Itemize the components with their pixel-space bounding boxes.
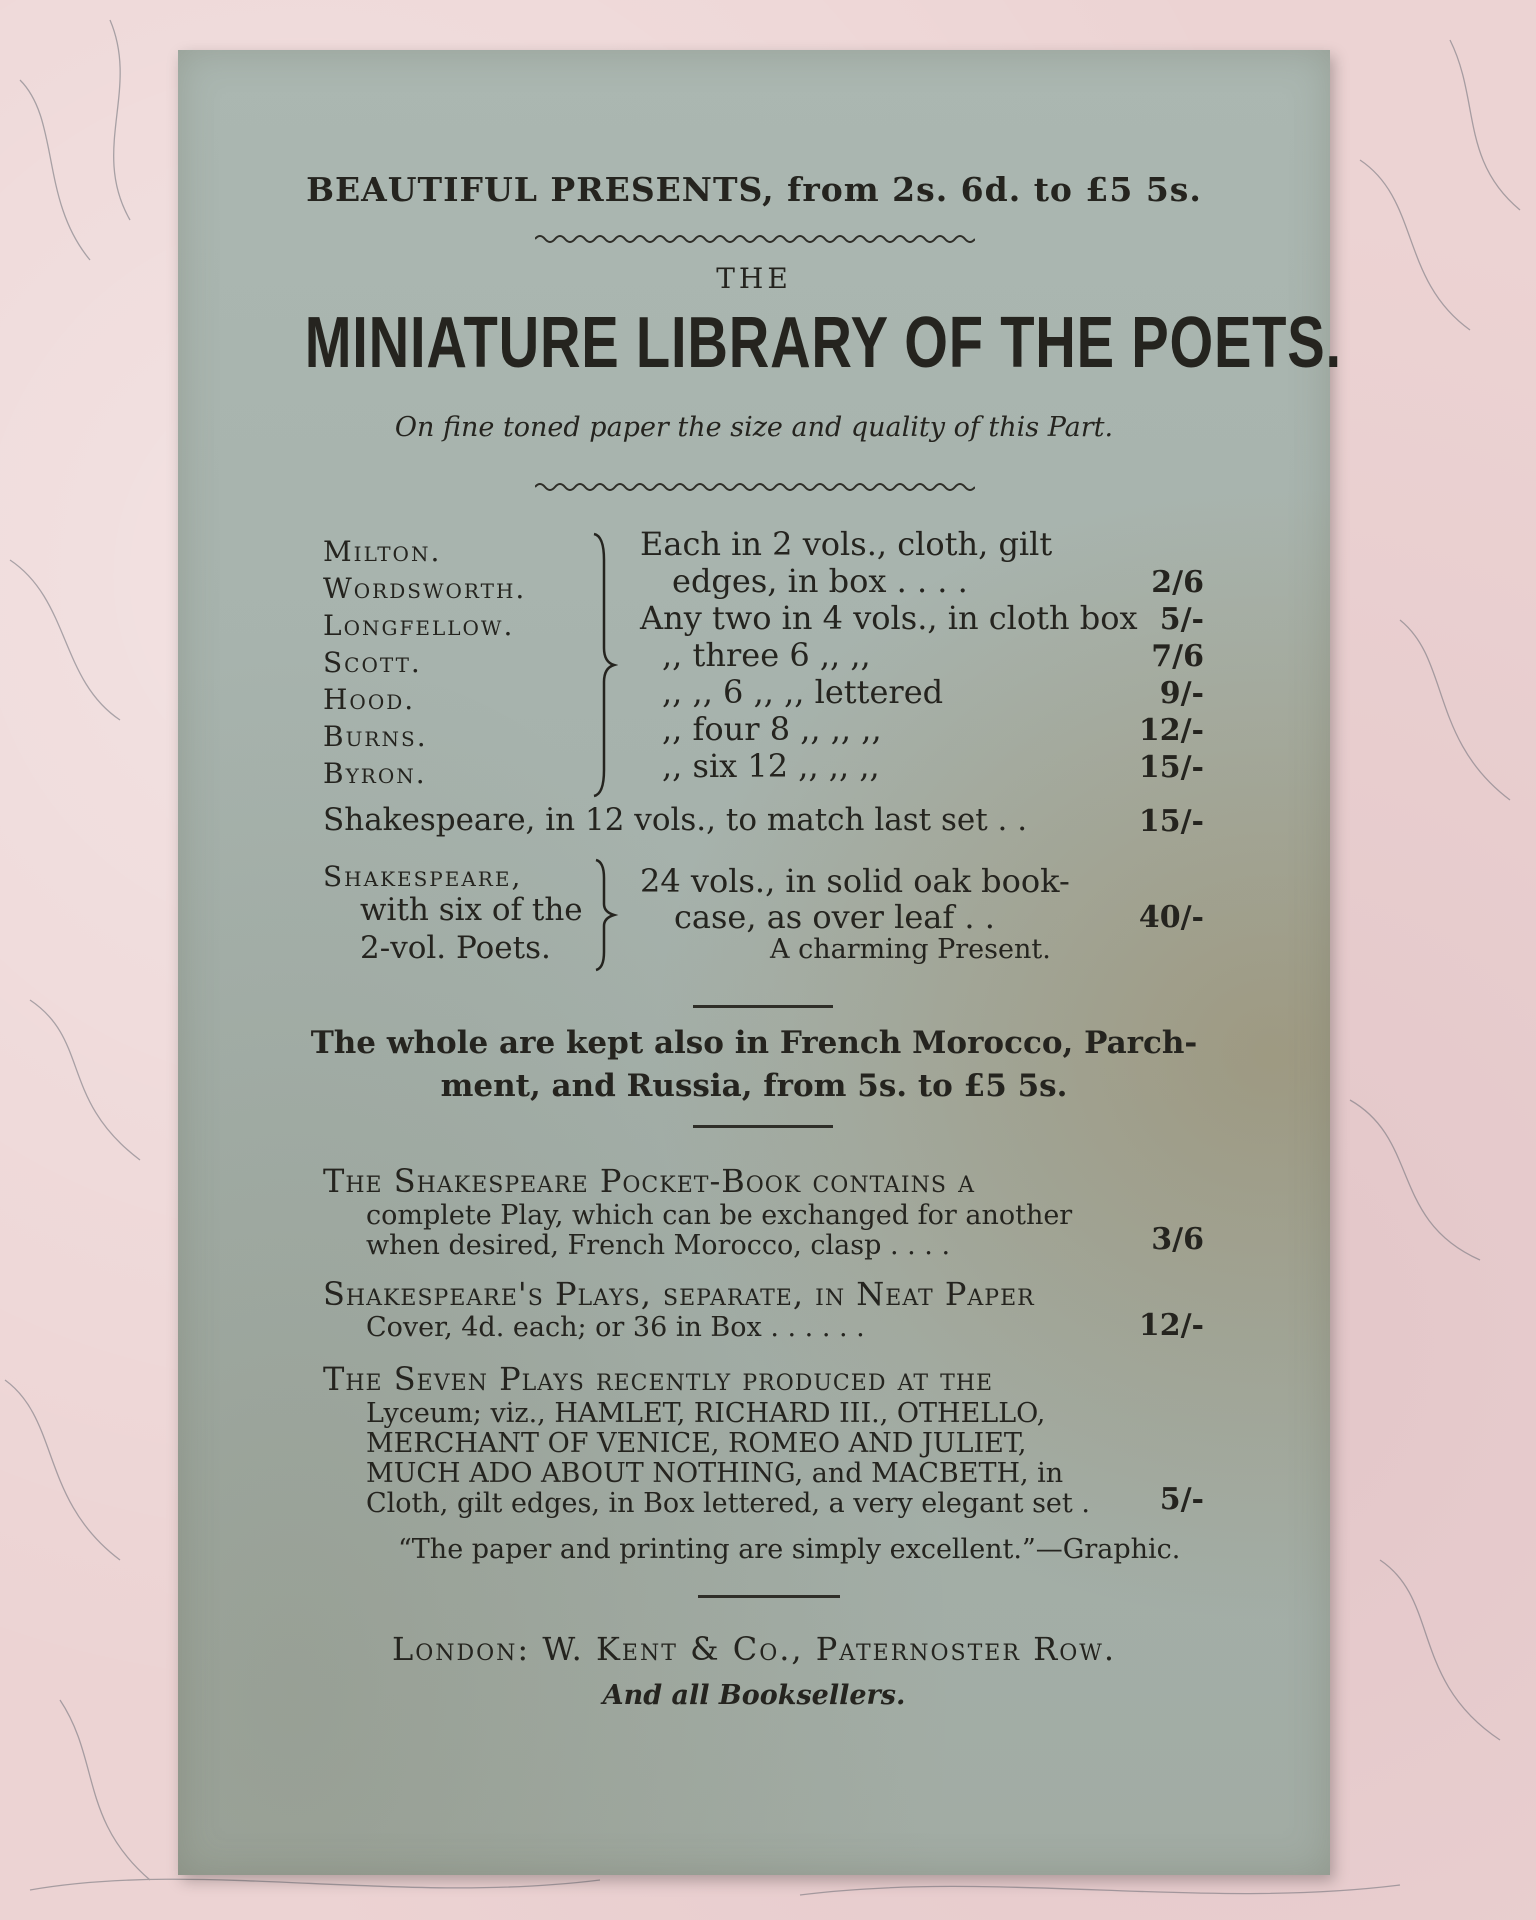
advertisement-card xyxy=(178,50,1342,1875)
divider-rule xyxy=(698,1595,840,1598)
set-description: Any two in 4 vols., in cloth box xyxy=(640,599,1138,637)
price: 15/- xyxy=(1138,750,1204,785)
shakespeare-set-line: Shakespeare, in 12 vols., to match last set . . xyxy=(323,802,1028,838)
set-description: ,, ,, 6 ,, ,, lettered xyxy=(662,673,944,711)
price: 12/- xyxy=(1138,713,1204,748)
divider-rule xyxy=(693,1005,833,1008)
seven-plays-line: Cloth, gilt edges, in Box lettered, a very elegant set . xyxy=(366,1488,1090,1519)
bookcase-right-line: case, as over leaf . . xyxy=(674,898,995,936)
plays-line: Cover, 4d. each; or 36 in Box . . . . . . xyxy=(366,1312,865,1343)
poet-name: Byron. xyxy=(323,757,427,790)
set-description: ,, three 6 ,, ,, xyxy=(662,636,871,674)
pocket-book-line: complete Play, which can be exchanged for another xyxy=(366,1200,1073,1231)
divider-rule xyxy=(693,1125,833,1128)
plays-line: Shakespeare's Plays, separate, in Neat Paper xyxy=(323,1275,1035,1313)
bindings-line: The whole are kept also in French Morocco, Parch- xyxy=(310,1025,1198,1061)
price: 5/- xyxy=(1159,602,1204,637)
price: 12/- xyxy=(1138,1308,1204,1343)
page-title: MINIATURE LIBRARY OF THE POETS. xyxy=(304,303,1342,383)
price: 2/6 xyxy=(1151,565,1204,600)
curly-brace-icon xyxy=(590,856,620,974)
poet-name: Scott. xyxy=(323,646,422,679)
bookcase-right-line: 24 vols., in solid oak book- xyxy=(640,862,1070,900)
price: 5/- xyxy=(1159,1482,1204,1517)
press-quote: “The paper and printing are simply excellent.”—Graphic. xyxy=(398,1534,1181,1565)
curly-brace-icon xyxy=(588,530,618,800)
the-label: THE xyxy=(716,262,792,295)
presents-heading: BEAUTIFUL PRESENTS, from 2s. 6d. to £5 5s. xyxy=(306,170,1202,209)
bookcase-left-line: with six of the xyxy=(360,892,583,928)
bindings-line: ment, and Russia, from 5s. to £5 5s. xyxy=(440,1068,1068,1104)
bookcase-note: A charming Present. xyxy=(770,934,1051,965)
pocket-book-line: when desired, French Morocco, clasp . . . . xyxy=(366,1230,951,1261)
set-description: ,, six 12 ,, ,, ,, xyxy=(662,747,880,785)
set-description: Each in 2 vols., cloth, gilt xyxy=(640,525,1053,563)
wavy-divider-top xyxy=(535,232,975,246)
seven-plays-line: MUCH ADO ABOUT NOTHING, and MACBETH, in xyxy=(366,1458,1064,1489)
poet-name: Burns. xyxy=(323,720,428,753)
seven-plays-line: MERCHANT OF VENICE, ROMEO AND JULIET, xyxy=(366,1428,1027,1459)
price: 9/- xyxy=(1159,676,1204,711)
seven-plays-line: The Seven Plays recently produced at the xyxy=(323,1360,994,1398)
set-description: edges, in box . . . . xyxy=(672,562,968,600)
poet-name: Longfellow. xyxy=(323,609,515,642)
wavy-divider-bottom xyxy=(535,480,975,494)
seven-plays-line: Lyceum; viz., HAMLET, RICHARD III., OTHELLO, xyxy=(366,1398,1046,1429)
price: 15/- xyxy=(1138,804,1204,839)
booksellers-line: And all Booksellers. xyxy=(602,1680,906,1711)
price: 40/- xyxy=(1138,900,1204,935)
subtitle: On fine toned paper the size and quality of this Part. xyxy=(394,412,1114,443)
price: 7/6 xyxy=(1151,639,1204,674)
publisher-imprint: London: W. Kent & Co., Paternoster Row. xyxy=(391,1630,1117,1668)
bookcase-left-line: Shakespeare, xyxy=(323,860,523,893)
poet-name: Milton. xyxy=(323,535,442,568)
price: 3/6 xyxy=(1151,1222,1204,1257)
poet-name: Wordsworth. xyxy=(323,572,527,605)
bookcase-left-line: 2-vol. Poets. xyxy=(360,930,551,966)
set-description: ,, four 8 ,, ,, ,, xyxy=(662,710,882,748)
poet-name: Hood. xyxy=(323,683,416,716)
pocket-book-line: The Shakespeare Pocket-Book contains a xyxy=(323,1162,975,1200)
